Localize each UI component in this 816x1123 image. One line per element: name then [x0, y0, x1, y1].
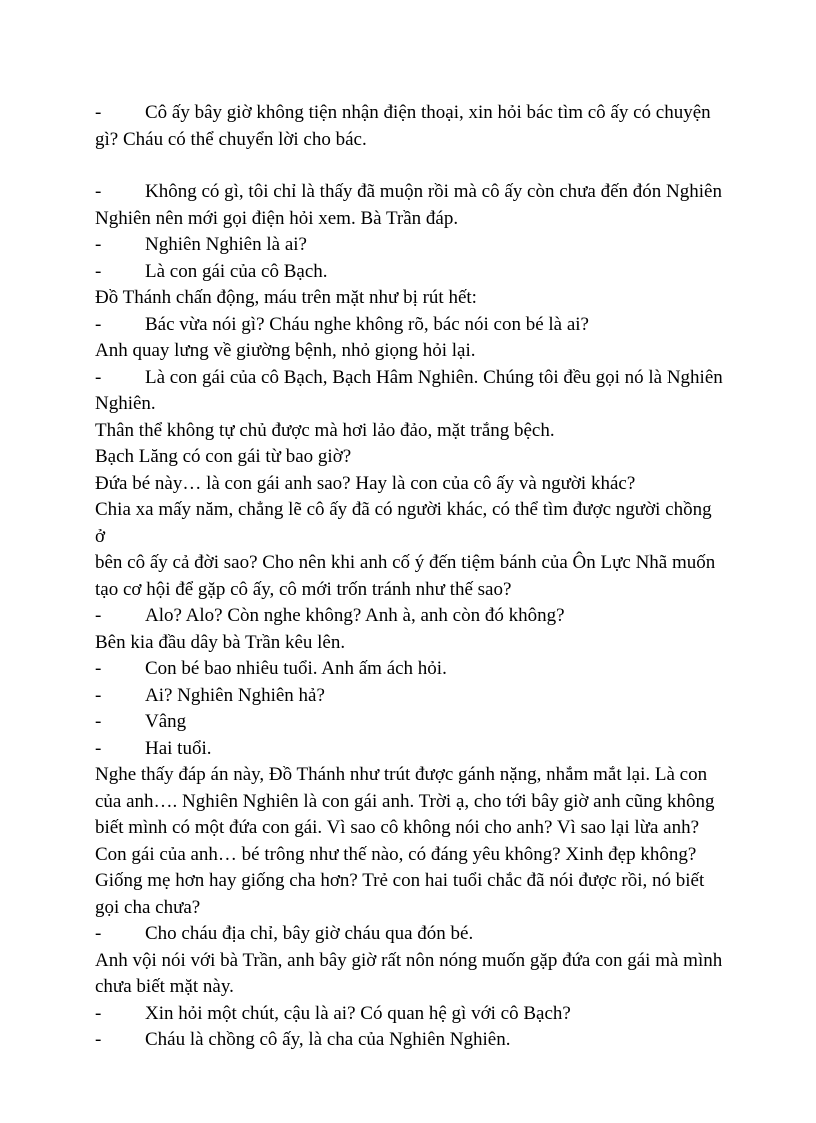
dialog-continuation: gì? Cháu có thể chuyển lời cho bác. — [95, 128, 367, 150]
dialog-line — [95, 656, 725, 683]
blank-line — [95, 153, 725, 179]
dialog-dash: - — [95, 260, 102, 282]
dialog-text: Vâng — [145, 711, 187, 732]
narration-line: bên cô ấy cả đời sao? Cho nên khi anh cố ý đến tiệm bánh của Ôn Lực Nhã muốn — [95, 552, 716, 573]
dialog-dash: - — [95, 1029, 102, 1050]
dialog-continuation: Nghiên nên mới gọi điện hỏi xem. Bà Trần đáp. — [95, 207, 459, 229]
dialog-dash: - — [95, 1002, 102, 1024]
dialog-dash: - — [95, 923, 102, 944]
dialog-text: Không có gì, tôi chỉ là thấy đã muộn rồi mà cô ấy còn chưa đến đón Nghiên — [145, 181, 722, 202]
document-page — [95, 100, 725, 1054]
dialog-text: Con bé bao nhiêu tuổi. Anh ấm ách hỏi. — [145, 658, 447, 679]
narration-line: Bạch Lăng có con gái từ bao giờ? — [95, 446, 352, 467]
dialog-text: Cô ấy bây giờ không tiện nhận điện thoại, xin hỏi bác tìm cô ấy có chuyện — [145, 102, 711, 123]
dialog-text: Hai tuổi. — [145, 737, 212, 759]
dialog-text: Bác vừa nói gì? Cháu nghe không rõ, bác nói con bé là ai? — [145, 313, 589, 335]
narration-line: chưa biết mặt này. — [95, 976, 234, 997]
narration-line: Bên kia đầu dây bà Trần kêu lên. — [95, 631, 346, 653]
dialog-text: Xin hỏi một chút, cậu là ai? Có quan hệ gì với cô Bạch? — [145, 1002, 571, 1024]
narration-line: Anh quay lưng về giường bệnh, nhỏ giọng hỏi lại. — [95, 340, 476, 361]
dialog-dash: - — [95, 605, 102, 626]
dialog-text: Nghiên Nghiên là ai? — [145, 234, 307, 255]
dialog-text: Là con gái của cô Bạch. — [145, 260, 328, 282]
dialog-dash: - — [95, 684, 102, 706]
dialog-line — [95, 259, 725, 286]
narration-line: Anh vội nói với bà Trần, anh bây giờ rất nôn nóng muốn gặp đứa con gái mà mình — [95, 949, 723, 971]
narration-line: gọi cha chưa? — [95, 896, 201, 918]
dialog-text: Cho cháu địa chỉ, bây giờ cháu qua đón bé. — [145, 923, 474, 944]
dialog-dash: - — [95, 658, 102, 679]
dialog-line — [95, 1001, 725, 1028]
dialog-dash: - — [95, 234, 102, 255]
narration-line: Con gái của anh… bé trông như thế nào, có đáng yêu không? Xinh đẹp không? — [95, 843, 697, 865]
narration-line: tạo cơ hội để gặp cô ấy, cô mới trốn tránh như thế sao? — [95, 578, 512, 600]
narration-line: Đồ Thánh chấn động, máu trên mặt như bị rút hết: — [95, 287, 477, 308]
dialog-line — [95, 683, 725, 710]
narration-line: Thân thể không tự chủ được mà hơi lảo đảo, mặt trắng bệch. — [95, 419, 555, 441]
dialog-dash: - — [95, 181, 102, 202]
dialog-dash: - — [95, 737, 102, 759]
narration-line: Nghe thấy đáp án này, Đồ Thánh như trút được gánh nặng, nhắm mắt lại. Là con — [95, 764, 708, 785]
dialog-text: Cháu là chồng cô ấy, là cha của Nghiên Nghiên. — [145, 1029, 511, 1050]
dialog-dash: - — [95, 102, 102, 123]
narration-line: Đứa bé này… là con gái anh sao? Hay là con của cô ấy và người khác? — [95, 472, 636, 494]
narration-line: Giống mẹ hơn hay giống cha hơn? Trẻ con hai tuổi chắc đã nói được rồi, nó biết — [95, 870, 705, 891]
narration-line: của anh…. Nghiên Nghiên là con gái anh. Trời ạ, cho tới bây giờ anh cũng không — [95, 790, 715, 812]
dialog-line — [95, 736, 725, 763]
dialog-line — [95, 921, 725, 948]
dialog-line — [95, 1027, 725, 1054]
dialog-dash: - — [95, 711, 102, 732]
dialog-text: Ai? Nghiên Nghiên hả? — [145, 684, 325, 706]
dialog-dash: - — [95, 313, 102, 335]
dialog-line — [95, 232, 725, 259]
narration-line: Chia xa mấy năm, chẳng lẽ cô ấy đã có người khác, có thể tìm được người chồng ở — [95, 499, 712, 547]
dialog-line — [95, 312, 725, 339]
dialog-line — [95, 709, 725, 736]
dialog-line — [95, 100, 725, 127]
dialog-text: Alo? Alo? Còn nghe không? Anh à, anh còn đó không? — [145, 605, 565, 626]
dialog-dash: - — [95, 366, 102, 388]
dialog-text: Là con gái của cô Bạch, Bạch Hâm Nghiên. Chúng tôi đều gọi nó là Nghiên — [145, 366, 723, 388]
dialog-line — [95, 365, 725, 392]
dialog-line — [95, 179, 725, 206]
dialog-line — [95, 603, 725, 630]
dialog-continuation: Nghiên. — [95, 393, 156, 414]
narration-line: biết mình có một đứa con gái. Vì sao cô không nói cho anh? Vì sao lại lừa anh? — [95, 817, 700, 838]
